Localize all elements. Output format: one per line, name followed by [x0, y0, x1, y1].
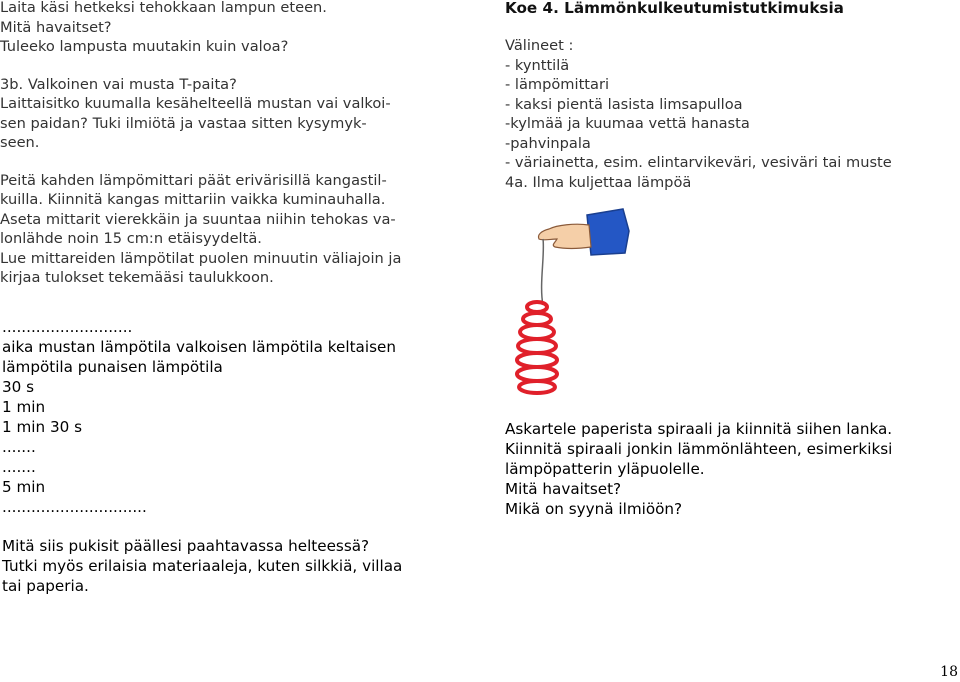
text-line: lämpötila punaisen lämpötila [2, 358, 223, 376]
equipment-list [505, 36, 955, 192]
hand-holding-paper-spiral-icon [505, 205, 645, 415]
text-line: Tuleeko lampusta muutakin kuin valoa? [0, 38, 289, 55]
conclusion-block [2, 536, 482, 596]
text-line: Lue mittareiden lämpötilat puolen minuutin väliajoin ja [0, 249, 402, 267]
text-line: lämpöpatterin yläpuolelle. [505, 460, 705, 478]
text-line: sen paidan? Tuki ilmiötä ja vastaa sitten kysymyk- [0, 114, 367, 132]
text-line: Askartele paperista spiraali ja kiinnitä siihen lanka. [505, 420, 893, 438]
text-line: Laittaisitko kuumalla kesähelteellä mustan vai valkoi- [0, 95, 391, 112]
paper-spiral [517, 302, 557, 393]
text-line: -pahvinpala [505, 134, 591, 152]
hand-shape [538, 224, 591, 248]
text-line: Laita käsi hetkeksi tehokkaan lampun eteen. [0, 0, 327, 16]
text-line: - lämpömittari [505, 76, 610, 93]
text-line: Mikä on syynä ilmiöön? [505, 500, 683, 518]
text-line: kirjaa tulokset tekemääsi taulukkoon. [0, 269, 274, 286]
text-line: 30 s [2, 378, 35, 396]
sleeve-shape [587, 209, 629, 255]
text-line: 1 min 30 s [2, 418, 83, 436]
spiral-instructions [505, 419, 955, 519]
text-line: ....... [2, 458, 36, 476]
text-line: - väriainetta, esim. elintarvikeväri, vesiväri tai muste [505, 154, 892, 171]
lamp-question-block [0, 0, 480, 57]
text-line: seen. [0, 134, 40, 151]
text-line: 1 min [2, 398, 46, 416]
right-column-top [505, 0, 955, 192]
text-line: Mitä havaitset? [505, 480, 622, 498]
text-line: ....... [2, 438, 36, 456]
text-line: tai paperia. [2, 577, 89, 595]
text-line: 5 min [2, 478, 46, 496]
text-line: aika mustan lämpötila valkoisen lämpötila keltaisen [2, 338, 396, 356]
text-line: kuilla. Kiinnitä kangas mittariin vaikka kuminauhalla. [0, 191, 386, 208]
text-line: .............................. [2, 498, 147, 516]
text-line: Kiinnitä spiraali jonkin lämmönlähteen, esimerkiksi [505, 440, 893, 458]
text-line: Peitä kahden lämpömittari päät erivärisillä kangastil- [0, 171, 387, 189]
text-line: -kylmää ja kuumaa vettä hanasta [505, 115, 750, 132]
text-line: 3b. Valkoinen vai musta T-paita? [0, 75, 237, 93]
text-line: Mitä siis pukisit päällesi paahtavassa helteessä? [2, 537, 370, 555]
text-line: - kynttilä [505, 56, 570, 74]
text-line: lonlähde noin 15 cm:n etäisyydeltä. [0, 230, 262, 247]
text-line: Aseta mittarit vierekkäin ja suuntaa niihin tehokas va- [0, 210, 396, 228]
text-line: Välineet : [505, 37, 574, 54]
text-line: ........................... [2, 318, 133, 336]
text-line: - kaksi pientä lasista limsapulloa [505, 95, 743, 113]
page-number: 18 [940, 664, 958, 680]
results-table-text [2, 317, 482, 517]
experiment-heading: Koe 4. Lämmönkulkeutumistutkimuksia [505, 0, 844, 17]
text-line: Tutki myös erilaisia materiaaleja, kuten silkkiä, villaa [2, 557, 403, 575]
left-column-top [0, 0, 480, 288]
instructions-block [0, 171, 480, 288]
tshirt-question-block [0, 75, 480, 153]
text-line: Mitä havaitset? [0, 18, 112, 36]
subsection-heading: 4a. Ilma kuljettaa lämpöä [505, 173, 692, 191]
string-line [542, 239, 544, 305]
